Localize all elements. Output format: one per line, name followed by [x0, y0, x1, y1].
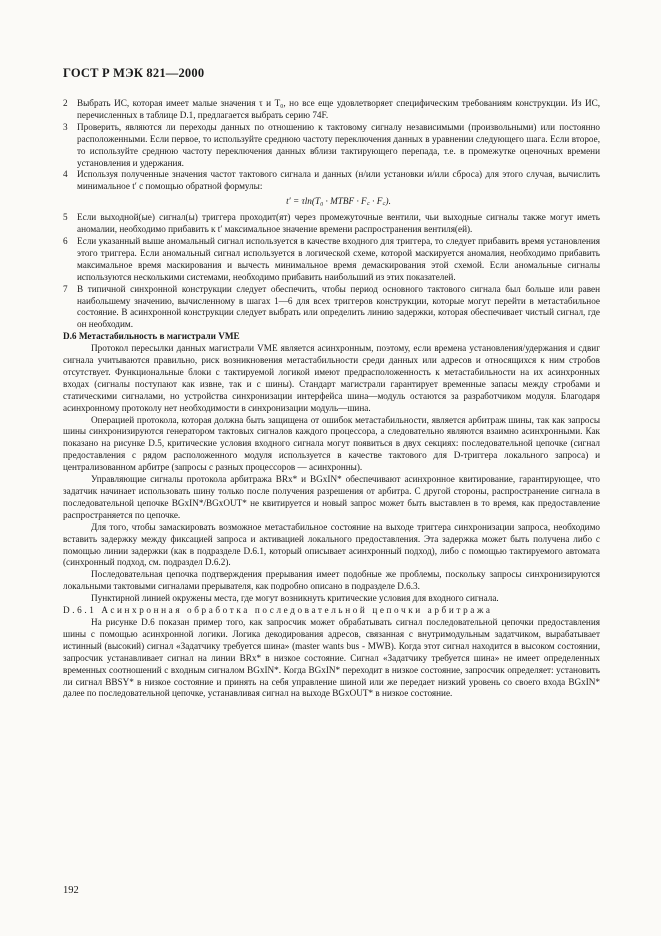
item-text: Используя полученные значения частот тактового сигнала и данных (н/или установки и/или сброса) для этого случая, вычислить минимальное t′ с помощью обратной формулы:	[77, 169, 600, 192]
item-number: 5	[63, 212, 68, 223]
item-text: Если выходной(ые) сигнал(ы) триггера проходит(ят) через промежуточные вентили, чьи выходные сигналы также могут иметь аномалии, необходимо прибавить к t′ максимальное значение времени распространения вентиля(ей).	[77, 212, 600, 235]
list-item	[63, 169, 600, 193]
list-item	[63, 212, 600, 236]
paragraph: Для того, чтобы замаскировать возможное метастабильное состояние на выходе триггера синхронизации запроса, необходимо вставить задержку между фиксацией запроса и активацией локального предоставления. Эта задержка может быть получена либо с помощью линии задержки (как в подразделе D.6.1, который описывает асинхронный подход), либо с помощью тактируемого автомата (синхронный подход, см. подраздел D.6.2).	[63, 521, 600, 568]
paragraph: Пунктирной линией окружены места, где могут возникнуть критические условия для входного сигнала.	[91, 593, 499, 604]
item-number: 6	[63, 235, 68, 246]
item-text: Проверить, являются ли переходы данных по отношению к тактовому сигналу независимыми (произвольными) или постоянно расположенными. Если первое, то используйте среднюю частоту переключения данных в уравнении следующего шага. Если второе, то используйте среднюю частоту переключения данных вблизи тактирующего перепада, т.е. в промежутке оценочных времени установления и удержания.	[77, 121, 600, 168]
list-item	[63, 236, 600, 284]
list-item	[63, 98, 600, 122]
item-text: Выбрать ИС, которая имеет малые значения τ и Т₀, но все еще удовлетворяет специфическим требованиям конструкции. Из ИС, перечисленных в таблице D.1, предлагается выбрать серию 74F.	[77, 98, 600, 120]
paragraph: Последовательная цепочка подтверждения прерывания имеет подобные же проблемы, поскольку запросы синхронизируются локальными тактовыми сигналами прерывателя, как подробно описано в подразделе D.6.3.	[63, 569, 600, 592]
list-item	[63, 284, 600, 332]
paragraph: На рисунке D.6 показан пример того, как запросчик может обрабатывать сигнал последовательной цепочки предоставления шины с помощью асинхронной логики. Логика декодирования адресов, связанная с внутримодульным задатчиком, вырабатывает истинный (высокий) сигнал «Задатчику требуется шина» (master wants bus - MWB). Когда этот сигнал находится в высоком состоянии, запросчик устанавливает сигнал на линии BRx* в низкое состояние. Сигнал «Задатчику требуется шина» не имеет определенных временных соотношений с входным сигналом BGxIN*. Когда BGxIN* переходит в низкое состояние, запросчик определяет: установить ли сигнал BBSY* в низкое состояние и принять на себя управление шиной или же передает низкий уровень со своего входа BGxIN* далее по последовательной цепочке, устанавливая сигнал на выходе BGxOUT* в низкое состояние.	[63, 616, 600, 699]
item-text: Если указанный выше аномальный сигнал используется в качестве входного для триггера, то следует прибавить время установления этого триггера. Если аномальный сигнал используется в логической схеме, которой маскируется аномалия, необходимо прибавить максимальное время маскирования и вычесть минимальное время демаскирования этой схемой. Если аномальные сигналы используются несколькими системами, необходимо прибавить наибольший из этих показателей.	[77, 235, 600, 282]
page-header: ГОСТ Р МЭК 821—2000	[63, 66, 205, 80]
list-item	[63, 122, 600, 170]
subsection-title: D.6.1 Асинхронная обработка последовательной цепочки арбитража	[63, 605, 493, 616]
item-number: 4	[63, 169, 68, 180]
item-text: В типичной синхронной конструкции следует обеспечить, чтобы период основного тактового сигнала был больше или равен наибольшему значению, вычисленному в шагах 1—6 для всех триггеров конструкции, которые могут перейти в метастабильное состояние. В асинхронной конструкции следует выбрать или определить линию задержки, которая обеспечивает чистый сигнал, где он необходим.	[77, 283, 600, 330]
page-number: 192	[63, 885, 79, 896]
paragraph: Управляющие сигналы протокола арбитража BRx* и BGxIN* обеспечивают асинхронное квитирование, гарантирующее, что задатчик начинает использовать шину только после получения разрешения от арбитра. С другой стороны, распространение сигнала в последовательной цепочке BGxIN*/BGxOUT* не квитируется и новый запрос может быть выставлен в то время, как предоставление распространяется по цепочке.	[63, 474, 600, 520]
page-content	[63, 98, 600, 700]
section-title: D.6 Метастабильность в магистрали VME	[63, 331, 240, 342]
paragraph: Операцией протокола, которая должна быть защищена от ошибок метастабильности, является арбитраж шины, так как запросы шины синхронизируются генератором тактовых сигналов каждого процессора, а следовательно являются взаимно асинхронными. Как показано на рисунке D.5, критические условия входного сигнала могут появиться в двух секциях: последовательной цепочке (сигнал предоставления с рядом расположенного модуля используется в качестве тактового для D-триггера локального запроса) и централизованном арбитре (запросы с разных процессоров — асинхронны).	[63, 414, 600, 473]
item-number: 7	[63, 283, 68, 294]
item-number: 2	[63, 98, 68, 108]
paragraph: Протокол пересылки данных магистрали VME является асинхронным, поэтому, если времена установления/удержания и сдвиг сигнала учитываются правильно, риск возникновения метастабильности среди данных или адресов и относящихся к ним стробов отсутствует. Функциональные блоки с тактируемой логикой имеют предрасположенность к метастабильности на их асинхронных входах (сигналы поступают как извне, так и с шины). Стандарт магистрали гарантирует временные запасы между стробами и статическими сигналами, но устройства синхронизации интерфейса шина—модуль остаются за разработчиком модуля. Благодаря асинхронному протоколу нет необходимости в синхронизации модуль—шина.	[63, 343, 600, 413]
formula: t′ = τln(T₀ · MTBF · F꜀ · F꜀).	[286, 196, 391, 207]
item-number: 3	[63, 121, 68, 132]
